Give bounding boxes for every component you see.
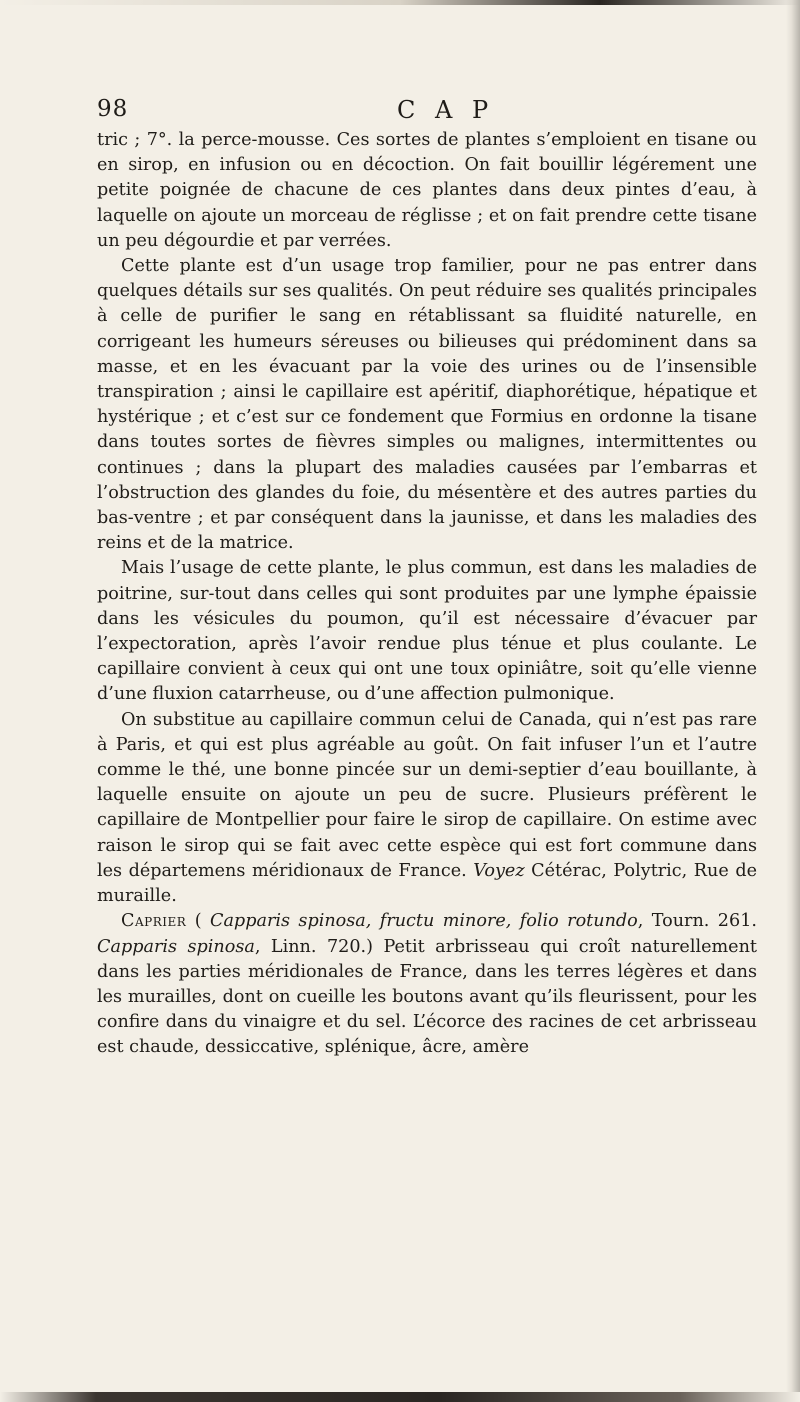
dictionary-entry	[97, 909, 757, 1060]
paragraph-text: On substitue au capillaire commun celui de Canada, qui n’est pas rare à Paris, et qui est plus agréable au goût. On fait infuser l’un et l’autre comme le thé, une bonne pincée sur un demi-septier d’eau bouillante, à laquelle ensuite on ajoute un peu de sucre. Plusieurs préfèrent le capillaire de Montpellier pour faire le sirop de capillaire. On estime avec raison le sirop qui se fait avec cette espèce qui est fort commune dans les départemens méridionaux de France.	[97, 709, 757, 881]
page-top-edge	[0, 0, 800, 5]
book-spine-shadow	[786, 0, 800, 1402]
entry-latin-name-linnaeus: Capparis spinosa	[97, 936, 255, 957]
running-head: C A P	[397, 96, 495, 124]
cross-reference-text: Cétérac, Polytric, Rue de muraille.	[97, 860, 758, 907]
entry-reference-linnaeus: , Linn. 720.)	[254, 936, 384, 957]
entry-headword: Caprier	[121, 911, 187, 932]
paragraph: tric ; 7°. la perce-mousse. Ces sortes de plantes s’emploient en tisane ou en sirop, en infusion ou en décoction. On fait bouillir légérement une petite poignée de chacune de ces plantes dans deux pintes d’eau, à laquelle on ajoute un morceau de réglisse ; et on fait prendre cette tisane un peu dégourdie et par verrées.	[97, 130, 757, 251]
paragraph: Cette plante est d’un usage trop familier, pour ne pas entrer dans quelques détails sur ses qualités. On peut réduire ses qualités principales à celle de purifier le sang en rétablissant sa fluidité naturelle, en corrigeant les humeurs séreuses ou bilieuses qui prédominent dans sa masse, et en les évacuant par la voie des urines ou de l’insensible transpiration ; ainsi le capillaire est apéritif, diaphorétique, hépatique et hystérique ; et c’est sur ce fondement que Formius en ordonne la tisane dans toutes sortes de fièvres simples ou malignes, intermittentes ou continues ; dans la plupart des maladies causées par l’embarras et l’obstruction des glandes du foie, du mésentère et des autres parties du bas-ventre ; et par conséquent dans la jaunisse, et dans les maladies des reins et de la matrice.	[97, 256, 757, 554]
page-header	[97, 96, 757, 132]
entry-paren: (	[186, 911, 210, 932]
entry-body: Petit arbrisseau qui croît naturellement dans les parties méridionales de France, dans les terres légères et dans les murailles, dont on cueille les boutons avant qu’ils fleurissent, pour les confire dans du vinaigre et du sel. L’écorce des racines de cet arbrisseau est chaude, dessiccative, splénique, âcre, amère	[97, 936, 757, 1058]
body-text	[97, 128, 757, 1061]
paragraph: Mais l’usage de cette plante, le plus commun, est dans les maladies de poitrine, sur-tout dans celles qui sont produites par une lymphe épaissie dans les vésicules du poumon, qu’il est nécessaire d’évacuer par l’expectoration, après l’avoir rendue plus ténue et plus coulante. Le capillaire convient à ceux qui ont une toux opiniâtre, soit qu’elle vienne d’une fluxion catarrheuse, ou d’une affection pulmonique.	[97, 558, 757, 705]
page-bottom-edge	[0, 1392, 800, 1402]
paragraph	[97, 708, 757, 910]
page-number: 98	[97, 96, 129, 122]
entry-reference: , Tourn. 261.	[637, 911, 757, 932]
cross-reference-label: Voyez	[473, 860, 525, 881]
entry-latin-name: Capparis spinosa, fructu minore, folio rotundo	[209, 911, 638, 932]
